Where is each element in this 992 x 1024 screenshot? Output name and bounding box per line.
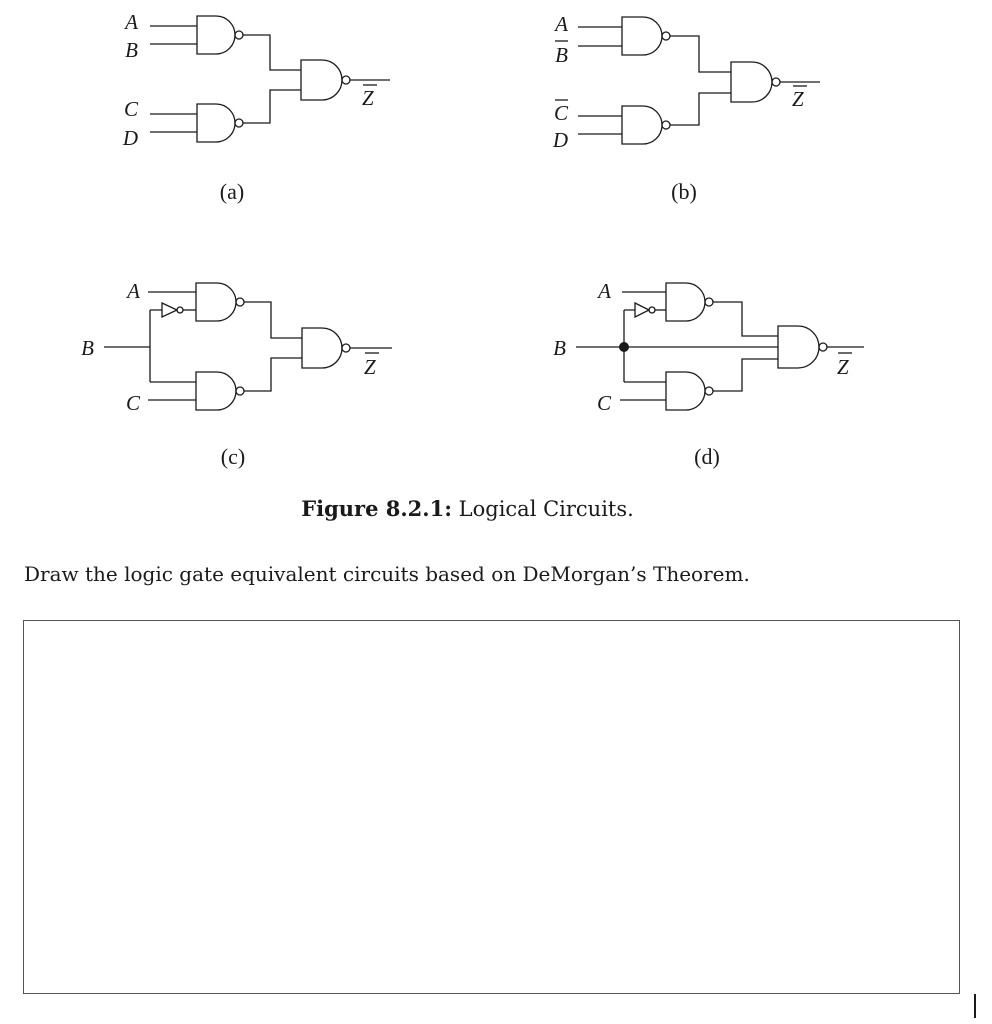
inversion-bubble — [235, 31, 243, 39]
figure-caption — [0, 496, 935, 521]
input-label: C — [123, 97, 138, 121]
nand-gate — [666, 372, 705, 410]
circuit-a — [122, 10, 390, 204]
input-label: C — [125, 391, 140, 415]
input-label: B — [81, 336, 94, 360]
question-prompt: Draw the logic gate equivalent circuits based on DeMorgan’s Theorem. — [24, 562, 750, 586]
nand-gate — [301, 60, 342, 100]
inversion-bubble — [819, 343, 827, 351]
inversion-bubble — [772, 78, 780, 86]
input-label: B — [553, 336, 566, 360]
output-label: Z — [362, 86, 374, 110]
junction-dot — [619, 342, 629, 352]
circuit-caption: (c) — [220, 444, 246, 469]
nand-gate — [622, 106, 662, 144]
circuit-caption: (a) — [219, 179, 245, 204]
input-label: A — [125, 10, 138, 34]
output-label: Z — [792, 87, 804, 111]
text-cursor — [974, 994, 976, 1018]
not-gate — [162, 303, 177, 317]
nand-gate — [302, 328, 342, 368]
circuit-c — [81, 279, 392, 469]
input-label: B — [555, 43, 568, 67]
input-label: A — [127, 279, 140, 303]
inversion-bubble — [705, 387, 713, 395]
circuit-d — [553, 279, 864, 469]
figure-caption-label: Figure 8.2.1: — [301, 496, 452, 521]
output-label: Z — [837, 355, 849, 379]
inversion-bubble — [705, 298, 713, 306]
circuit-caption: (b) — [671, 179, 697, 204]
nand-gate — [622, 17, 662, 55]
inversion-bubble — [236, 387, 244, 395]
inversion-bubble — [342, 344, 350, 352]
circuit-caption: (d) — [694, 444, 720, 469]
figure-caption-text: Logical Circuits. — [458, 497, 634, 521]
circuit-b — [552, 12, 820, 204]
inversion-bubble — [235, 119, 243, 127]
inversion-bubble — [649, 307, 655, 313]
input-label: C — [596, 391, 611, 415]
nand-gate — [196, 283, 236, 321]
inversion-bubble — [662, 32, 670, 40]
input-label: B — [125, 38, 138, 62]
nand-gate — [731, 62, 772, 102]
nand-gate — [666, 283, 705, 321]
input-label: A — [598, 279, 611, 303]
inversion-bubble — [236, 298, 244, 306]
output-label: Z — [364, 355, 376, 379]
nand-gate — [196, 372, 236, 410]
inversion-bubble — [662, 121, 670, 129]
input-label: A — [555, 12, 568, 36]
input-label: C — [553, 101, 568, 125]
input-label: D — [122, 126, 138, 150]
nand-gate — [197, 16, 235, 54]
input-label: D — [552, 128, 568, 152]
nand-gate — [197, 104, 235, 142]
answer-drawing-area[interactable] — [23, 620, 960, 994]
logic-circuits-figure — [0, 0, 992, 490]
inversion-bubble — [177, 307, 183, 313]
inversion-bubble — [342, 76, 350, 84]
not-gate — [635, 303, 649, 317]
nand-gate — [778, 326, 819, 368]
